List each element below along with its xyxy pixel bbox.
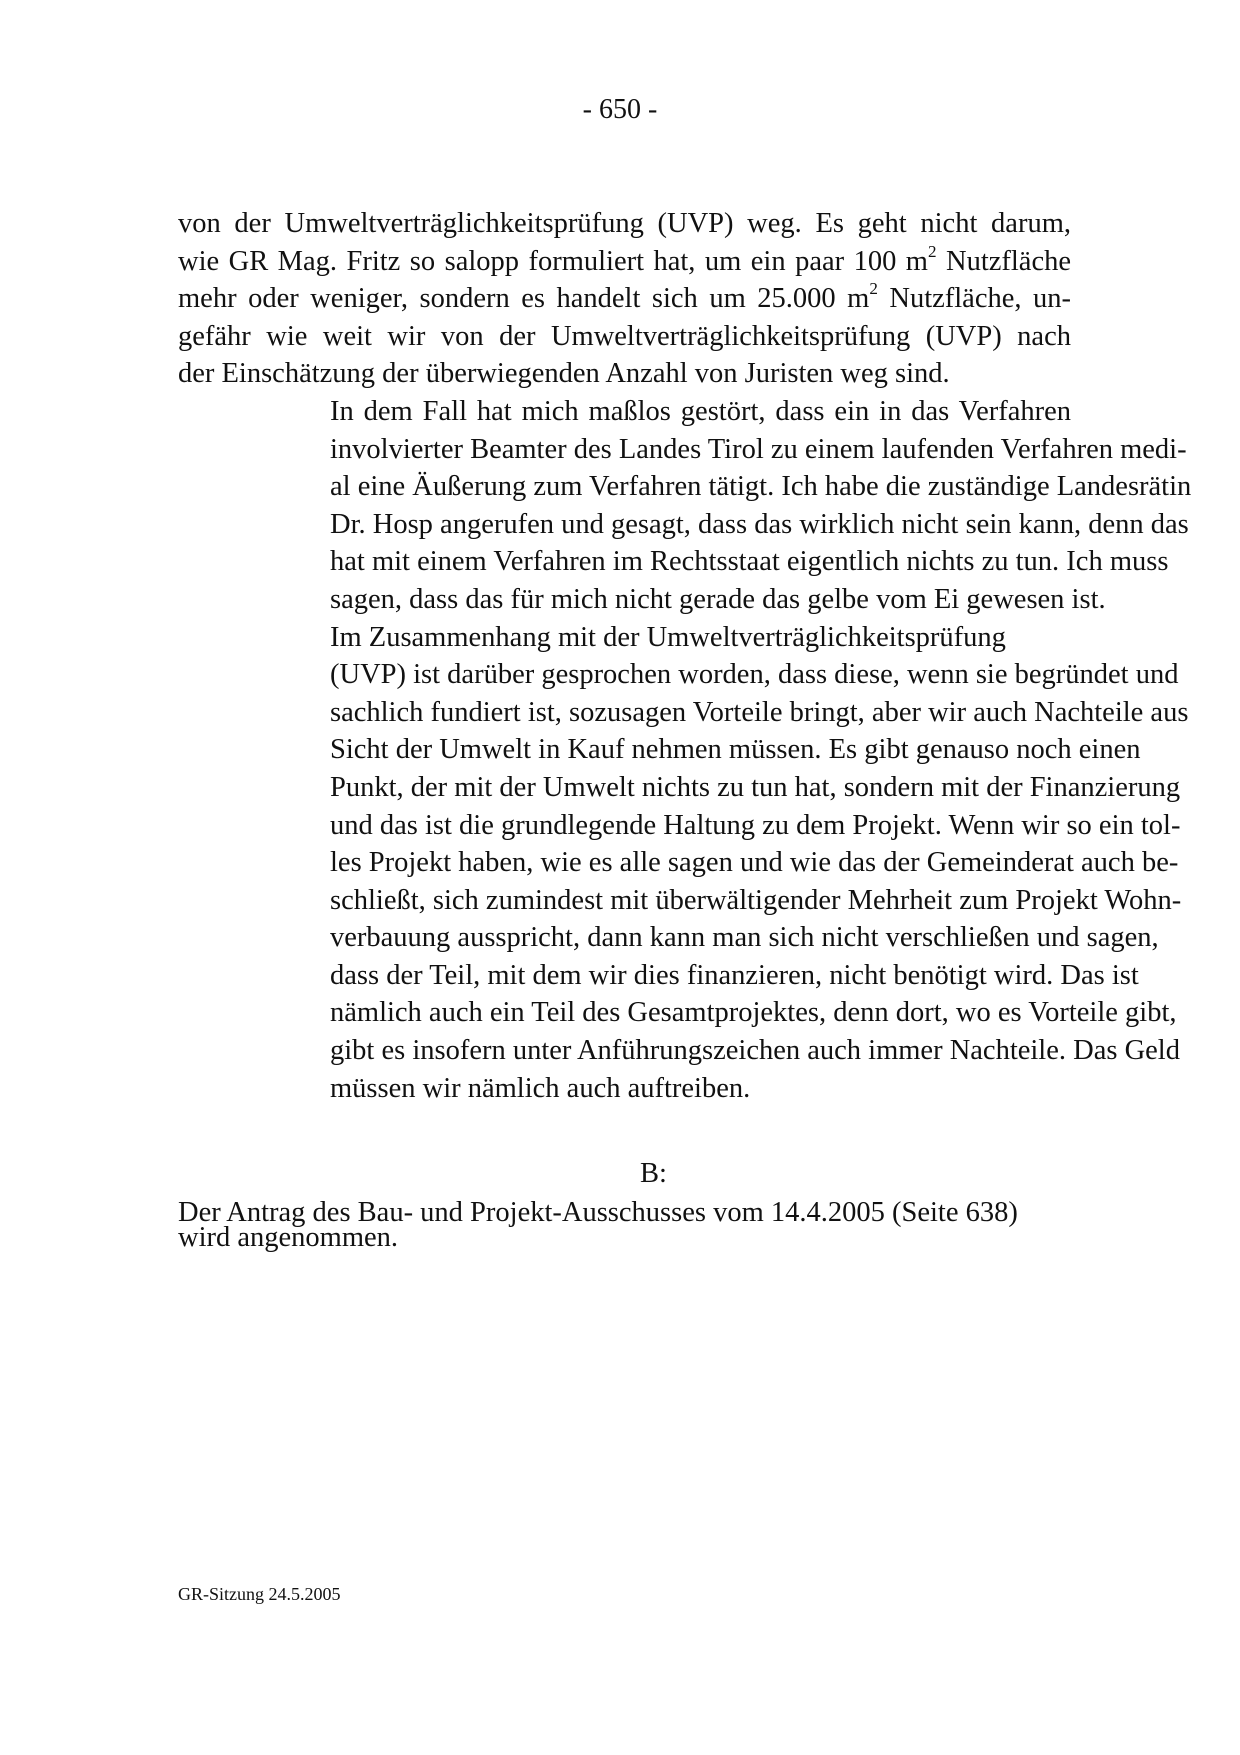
text-line: Punkt, der mit der Umwelt nichts zu tun hat, sondern mit der Finanzierung [330,771,1181,803]
text-line: nämlich auch ein Teil des Gesamtprojektes, denn dort, wo es Vorteile gibt, [330,997,1177,1029]
page-number: - 650 - [582,94,658,125]
paragraph-1 [178,205,1071,393]
paragraph-2 [178,393,1192,619]
text-line: al eine Äußerung zum Verfahren tätigt. Ich habe die zuständige Landesrätin [330,471,1192,503]
text-line: dass der Teil, mit dem wir dies finanzieren, nicht benötigt wird. Das ist [330,959,1139,991]
text-line: Im Zusammenhang mit der Umweltverträglichkeitsprüfung [330,621,1006,653]
footer-meeting-date: GR-Sitzung 24.5.2005 [178,1584,341,1604]
resolution-line: Der Antrag des Bau- und Projekt-Ausschusses vom 14.4.2005 (Seite 638) [178,1197,1018,1228]
text-line: von der Umweltverträglichkeitsprüfung (UVP) weg. Es geht nicht darum, [178,208,1071,239]
text-segment: Nutzfläche [936,245,1071,277]
text-line [178,243,1071,281]
text-line: gefähr wie weit wir von der Umweltverträglichkeitsprüfung (UVP) nach [178,320,1071,352]
body-text [178,205,1192,1107]
paragraph-3 [178,619,1189,1108]
text-line: verbauung ausspricht, dann kann man sich nicht verschließen und sagen, [330,922,1159,954]
text-line: und das ist die grundlegende Haltung zu dem Projekt. Wenn wir so ein tol- [330,809,1181,841]
text-line: les Projekt haben, wie es alle sagen und wie das der Gemeinderat auch be- [330,847,1179,879]
section-heading: B: [640,1158,667,1189]
text-line [178,280,1071,318]
resolution-text [178,1197,1078,1253]
text-line: sagen, dass das für mich nicht gerade das gelbe vom Ei gewesen ist. [330,583,1106,615]
text-line: Sicht der Umwelt in Kauf nehmen müssen. Es gibt genauso noch einen [330,734,1141,766]
text-line: sachlich fundiert ist, sozusagen Vorteile bringt, aber wir auch Nachteile aus [330,696,1189,728]
resolution-line: wird angenommen. [178,1222,399,1253]
superscript: 2 [869,279,878,299]
text-line: der Einschätzung der überwiegenden Anzahl von Juristen weg sind. [178,358,950,390]
text-line: Dr. Hosp angerufen und gesagt, dass das wirklich nicht sein kann, denn das [330,508,1189,540]
text-line: In dem Fall hat mich maßlos gestört, dass ein in das Verfahren [330,395,1071,427]
text-line: gibt es insofern unter Anführungszeichen auch immer Nachteile. Das Geld [330,1035,1180,1067]
text-line: (UVP) ist darüber gesprochen worden, dass diese, wenn sie begründet und [330,659,1179,691]
superscript: 2 [927,241,937,261]
text-line: involvierter Beamter des Landes Tirol zu einem laufenden Verfahren medi- [330,433,1187,465]
text-line: müssen wir nämlich auch auftreiben. [330,1072,751,1104]
text-segment: mehr oder weniger, sondern es handelt sich um 25.000 m [178,283,870,315]
text-line: schließt, sich zumindest mit überwältigender Mehrheit zum Projekt Wohn- [330,884,1182,916]
text-segment: wie GR Mag. Fritz so salopp formuliert hat, um ein paar 100 m [178,245,928,277]
text-segment: Nutzfläche, un- [877,283,1072,315]
text-line: hat mit einem Verfahren im Rechtsstaat eigentlich nichts zu tun. Ich muss [330,546,1169,578]
